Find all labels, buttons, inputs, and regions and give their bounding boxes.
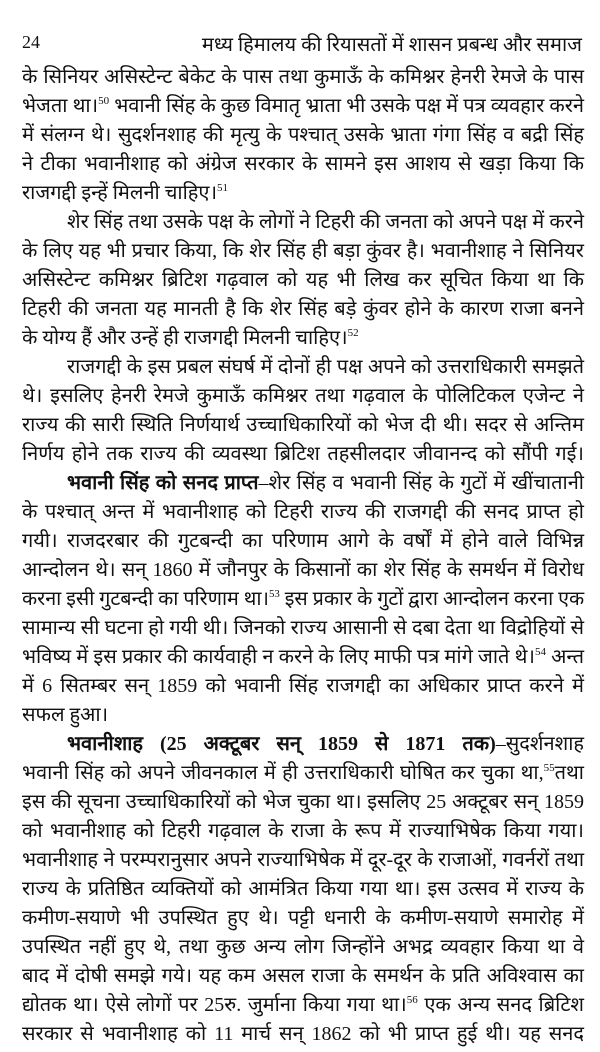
text-run: बाद में दोषी समझे गये। यह कम असल राजा के समर्थन के प्रति अविश्वास का bbox=[22, 965, 584, 987]
text-line bbox=[22, 266, 584, 295]
text-line bbox=[22, 179, 584, 208]
text-line bbox=[22, 208, 584, 237]
running-header bbox=[22, 30, 582, 60]
section-heading: भवानी सिंह को सनद प्राप्त bbox=[67, 472, 259, 494]
text-run: कमीण-सयाणे भी उपस्थित हुए थे। पट्टी धनारी के कमीण-सयाणे समारोह में bbox=[22, 907, 584, 929]
text-line bbox=[22, 614, 584, 643]
text-line bbox=[22, 121, 584, 150]
text-run: के पश्चात् अन्त में भवानीशाह को टिहरी राज्य की राजगद्दी की सनद प्राप्त हो bbox=[22, 501, 584, 523]
text-run: के लिए यह भी प्रचार किया, कि शेर सिंह ही बड़ा कुंवर है। भवानीशाह ने सिनियर bbox=[22, 240, 584, 262]
footnote-ref: 56 bbox=[406, 994, 418, 1006]
text-line bbox=[22, 556, 584, 585]
text-line bbox=[22, 295, 584, 324]
page-number: 24 bbox=[22, 32, 40, 52]
text-run: भवानी सिंह के कुछ विमातृ भ्राता भी उसके पक्ष में पत्र व्यवहार करने bbox=[109, 95, 584, 117]
text-run: टिहरी की जनता यह मानती है कि शेर सिंह बड़े कुंवर होने के कारण राजा बनने bbox=[22, 298, 584, 320]
text-line bbox=[22, 991, 584, 1020]
section-heading: भवानीशाह (25 अक्टूबर सन् 1859 से 1871 तक) bbox=[67, 733, 496, 755]
text-line bbox=[22, 527, 584, 556]
text-run: के सिनियर असिस्टेन्ट बेकेट के पास तथा कुमाऊँ के कमिश्नर हेनरी रेमजे के पास bbox=[22, 66, 584, 88]
text-run: राज्य के प्रतिष्ठित व्यक्तियों को आमंत्रित किया गया था। इस उत्सव में राज्य के bbox=[22, 878, 584, 900]
text-line bbox=[22, 585, 585, 614]
text-run: –सुदर्शनशाह bbox=[495, 733, 584, 755]
footnote-ref: 54 bbox=[534, 646, 546, 658]
text-line bbox=[22, 875, 584, 904]
text-run: राज्य की सारी स्थिति निर्णयार्थ उच्चाधिकारियों को भेज दी थी। सदर से अन्तिम bbox=[22, 414, 584, 436]
text-run: निर्णय होने तक राज्य की व्यवस्था ब्रिटिश तहसीलदार जीवानन्द को सौंपी गई। bbox=[22, 443, 584, 465]
text-run: तथा bbox=[554, 762, 584, 784]
text-run: सफल हुआ। bbox=[22, 704, 109, 726]
text-line bbox=[22, 353, 584, 382]
body-text bbox=[22, 63, 584, 1049]
text-line bbox=[22, 1020, 584, 1049]
footnote-ref: 50 bbox=[98, 95, 110, 107]
text-run: में 6 सितम्बर सन् 1859 को भवानी सिंह राजगद्दी का अधिकार प्राप्त करने में bbox=[22, 675, 584, 697]
text-line bbox=[22, 469, 584, 498]
text-line bbox=[22, 904, 584, 933]
text-run: भवानीशाह ने परम्परानुसार अपने राज्याभिषेक में दूर-दूर के राजाओं, गवर्नरों तथा bbox=[22, 849, 584, 871]
text-run: भेजता था। bbox=[22, 95, 99, 117]
text-run: सरकार से भवानीशाह को 11 मार्च सन् 1862 को भी प्राप्त हुई थी। यह सनद bbox=[22, 1023, 584, 1045]
text-run: ने टीका भवानीशाह को अंग्रेज सरकार के सामने इस आशय से खड़ा किया कि bbox=[22, 153, 584, 175]
text-run: इस प्रकार के गुटों द्वारा आन्दोलन करना एक bbox=[279, 588, 585, 610]
text-line bbox=[22, 92, 584, 121]
footnote-ref: 55 bbox=[543, 762, 555, 774]
text-run: को भवानीशाह को टिहरी गढ़वाल के राजा के रूप में राज्याभिषेक किया गया। bbox=[22, 820, 584, 842]
text-line bbox=[22, 672, 584, 701]
footnote-ref: 51 bbox=[217, 182, 229, 194]
text-run: राजगद्दी इन्हें मिलनी चाहिए। bbox=[22, 182, 218, 204]
text-line bbox=[22, 759, 584, 788]
text-run: सामान्य सी घटना हो गयी थी। जिनको राज्य आसानी से दबा देता था विद्रोहियों से bbox=[22, 617, 584, 639]
text-line bbox=[22, 440, 584, 469]
running-title: मध्य हिमालय की रियासतों में शासन प्रबन्ध और समाज bbox=[201, 34, 582, 56]
footnote-ref: 53 bbox=[268, 588, 280, 600]
text-line bbox=[22, 933, 584, 962]
text-line bbox=[22, 150, 584, 179]
text-run: करना इसी गुटबन्दी का परिणाम था। bbox=[22, 588, 269, 610]
text-run: गयी। राजदरबार की गुटबन्दी का परिणाम आगे के वर्षों में होने वाले विभिन्न bbox=[22, 530, 584, 552]
text-run: भवानी सिंह को अपने जीवनकाल में ही उत्तराधिकारी घोषित कर चुका था, bbox=[22, 762, 544, 784]
text-line bbox=[22, 962, 584, 991]
text-line bbox=[22, 382, 584, 411]
text-run: के योग्य हैं और उन्हें ही राजगद्दी मिलनी चाहिए। bbox=[22, 327, 348, 349]
text-run: अन्त bbox=[545, 646, 584, 668]
text-run: शेर सिंह तथा उसके पक्ष के लोगों ने टिहरी की जनता को अपने पक्ष में करने bbox=[67, 211, 584, 233]
text-run: राजगद्दी के इस प्रबल संघर्ष में दोनों ही पक्ष अपने को उत्तराधिकारी समझते bbox=[67, 356, 584, 378]
text-run: एक अन्य सनद ब्रिटिश bbox=[417, 994, 585, 1016]
text-run: द्योतक था। ऐसे लोगों पर 25रु. जुर्माना किया गया था। bbox=[22, 994, 407, 1016]
text-line bbox=[22, 730, 584, 759]
text-line bbox=[22, 498, 584, 527]
text-run: इस की सूचना उच्चाधिकारियों को भेज चुका था। इसलिए 25 अक्टूबर सन् 1859 bbox=[22, 791, 584, 813]
text-run: उपस्थित नहीं हुए थे, तथा कुछ अन्य लोग जिन्होंने अभद्र व्यवहार किया था वे bbox=[22, 936, 584, 958]
text-line bbox=[22, 237, 584, 266]
text-line bbox=[22, 846, 584, 875]
text-run: आन्दोलन थे। सन् 1860 में जौनपुर के किसानों का शेर सिंह के समर्थन में विरोध bbox=[22, 559, 584, 581]
text-run: –शेर सिंह व भवानी सिंह के गुटों में खींचातानी bbox=[258, 472, 584, 494]
text-run: असिस्टेन्ट कमिश्नर ब्रिटिश गढ़वाल को यह भी लिख कर सूचित किया था कि bbox=[22, 269, 584, 291]
text-run: में संलग्न थे। सुदर्शनशाह की मृत्यु के पश्चात् उसके भ्राता गंगा सिंह व बद्री सिंह bbox=[22, 124, 584, 146]
text-line bbox=[22, 324, 584, 353]
text-line bbox=[22, 411, 584, 440]
text-line bbox=[22, 643, 584, 672]
text-line bbox=[22, 701, 584, 730]
text-run: भविष्य में इस प्रकार की कार्यवाही न करने के लिए माफी पत्र मांगे जाते थे। bbox=[22, 646, 535, 668]
text-run: थे। इसलिए हेनरी रेमजे कुमाऊँ कमिश्नर तथा गढ़वाल के पोलिटिकल एजेन्ट ने bbox=[22, 385, 584, 407]
text-line bbox=[22, 63, 584, 92]
text-line bbox=[22, 817, 584, 846]
text-line bbox=[22, 788, 584, 817]
footnote-ref: 52 bbox=[347, 327, 359, 339]
